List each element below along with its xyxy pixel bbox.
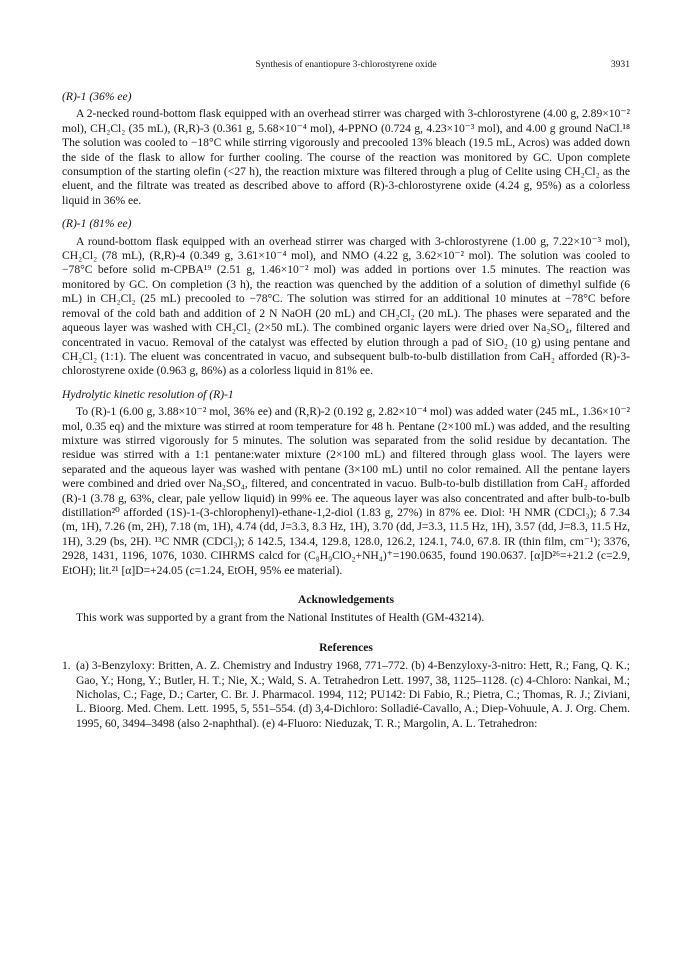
- section-paragraph: A round-bottom flask equipped with an overhead stirrer was charged with 3-chlorostyrene (1.00 g, 7.22×10⁻³ mol), CH₂Cl₂ (78 mL), (R,R)-4 (0.349 g, 3.61×10⁻⁴ mol), and NMO (4.22 g, 3.62×10⁻² mol). The solution was cooled to −78°C before solid m-CPBA¹⁹ (2.51 g, 1.46×10⁻² mol) was added in portions over 1.5 minutes. The reaction was monitored by GC. On completion (3 h), the reaction was quenched by the addition of a solution of dimethyl sulfide (6 mL) in CH₂Cl₂ (25 mL) precooled to −78°C. The solution was stirred for an additional 10 minutes at −78°C before removal of the cold bath and addition of 2 N NaOH (20 mL) and CH₂Cl₂ (20 mL). The phases were separated and the aqueous layer was washed with CH₂Cl₂ (2×50 mL). The combined organic layers were dried over Na₂SO₄, filtered and concentrated in vacuo. Removal of the catalyst was effected by elution through a pad of SiO₂ (10 g) using pentane and CH₂Cl₂ (1:1). The eluent was concentrated in vacuo, and subsequent bulb-to-bulb distillation from CaH₂ afforded (R)-3-chlorostyrene oxide (0.963 g, 86%) as a colorless liquid in 81% ee.: [62, 234, 630, 378]
- section-heading: (R)-1 (81% ee): [62, 217, 132, 231]
- section-heading: (R)-1 (36% ee): [62, 90, 132, 103]
- acknowledgements-section: [62, 593, 630, 626]
- section-heading: Hydrolytic kinetic resolution of (R)-1: [62, 387, 234, 401]
- section-hydrolytic-kinetic-resolution: [62, 388, 630, 578]
- references-title: References: [319, 640, 373, 654]
- reference-item: [62, 659, 630, 731]
- running-title: Synthesis of enantiopure 3-chlorostyrene oxide: [255, 59, 437, 70]
- acknowledgements-title: Acknowledgements: [298, 593, 394, 606]
- section-paragraph: To (R)-1 (6.00 g, 3.88×10⁻² mol, 36% ee) and (R,R)-2 (0.192 g, 2.82×10⁻⁴ mol) was added water (245 mL, 1.36×10⁻² mol, 0.35 eq) and the mixture was stirred at room temperature for 48 h. Pentane (2×100 mL) was added, and the resulting mixture was stirred vigorously for 5 minutes. The solution was separated from the solid residue by decantation. The residue was stirred with a 1:1 pentane:water mixture (2×100 mL) and filtered through glass wool. The layers were separated and the aqueous layer was washed with pentane (3×100 mL) until no color remained. All the pentane layers were combined and dried over Na₂SO₄, filtered, and concentrated in vacuo. Bulb-to-bulb distillation from CaH₂ afforded (R)-1 (3.78 g, 63%, clear, pale yellow liquid) in 99% ee. The aqueous layer was also concentrated and after bulb-to-bulb distillation²⁰ afforded (1S)-1-(3-chlorophenyl)-ethane-1,2-diol (1.83 g, 27%) in 87% ee. Diol: ¹H NMR (CDCl₃); δ 7.34 (m, 1H), 7.26 (m, 2H), 7.18 (m, 1H), 4.74 (dd, J=3.3, 8.3 Hz, 1H), 3.70 (dd, J=3.3, 11.5 Hz, 1H), 3.57 (dd, J=8.3, 11.5 Hz, 1H), 3.29 (bs, 2H). ¹³C NMR (CDCl₃); δ 142.5, 134.4, 129.8, 128.0, 126.2, 124.1, 74.0, 67.8. IR (thin film, cm⁻¹); 3376, 2928, 1431, 1196, 1076, 1030. CIHRMS calcd for (C₈H₉ClO₂+NH₄)⁺=190.0635, found 190.0637. [α]D²⁶=+21.2 (c=2.9, EtOH); lit.²¹ [α]D=+24.05 (c=1.24, EtOH, 95% ee material).: [62, 405, 630, 577]
- references-section: [62, 641, 630, 731]
- section-r1-36ee: [62, 90, 630, 208]
- acknowledgements-text: This work was supported by a grant from the National Institutes of Health (GM-43214).: [76, 611, 485, 625]
- journal-page: [62, 58, 630, 731]
- reference-number: 1.: [62, 659, 71, 673]
- reference-list: [62, 659, 630, 731]
- running-head: [62, 58, 630, 74]
- reference-text: (a) 3-Benzyloxy: Britten, A. Z. Chemistry and Industry 1968, 771–772. (b) 4-Benzyloxy-3-nitro: Hett, R.; Fang, Q. K.; Gao, Y.; Hong, Y.; Butler, H. T.; Nie, X.; Wald, S. A. Tetrahedron Lett. 1997, 38, 1125–1128. (c) 4-Chloro: Nankai, M.; Nicholas, C.; Fage, D.; Carter, C. Br. J. Pharmacol. 1994, 112; PU142: Di Fabio, R.; Pietra, C.; Thomas, R. J.; Ziviani, L. Bioorg. Med. Chem. Lett. 1995, 5, 551–554. (d) 3,4-Dichloro: Solladié-Cavallo, A.; Diep-Vohuule, A. J. Org. Chem. 1995, 60, 3494–3498 (also 2-naphthal). (e) 4-Fluoro: Nieduzak, T. R.; Margolin, A. L. Tetrahedron:: [76, 659, 630, 730]
- page-number: 3931: [610, 59, 630, 70]
- section-paragraph: A 2-necked round-bottom flask equipped with an overhead stirrer was charged with 3-chlorostyrene (4.00 g, 2.89×10⁻² mol), CH₂Cl₂ (35 mL), (R,R)-3 (0.361 g, 5.68×10⁻⁴ mol), 4-PPNO (0.724 g, 4.23×10⁻³ mol), and 4.00 g ground NaCl.¹⁸ The solution was cooled to −18°C while stirring vigorously and precooled 13% bleach (19.5 mL, Acros) was added down the side of the flask to allow for further cooling. The course of the reaction was monitored by GC. Upon complete consumption of the starting olefin (<27 h), the reaction mixture was filtered through a plug of Celite using CH₂Cl₂ as the eluent, and the filtrate was treated as described above to afford (R)-3-chlorostyrene oxide (4.24 g, 95%) as a colorless liquid in 36% ee.: [62, 107, 630, 207]
- section-r1-81ee: [62, 217, 630, 378]
